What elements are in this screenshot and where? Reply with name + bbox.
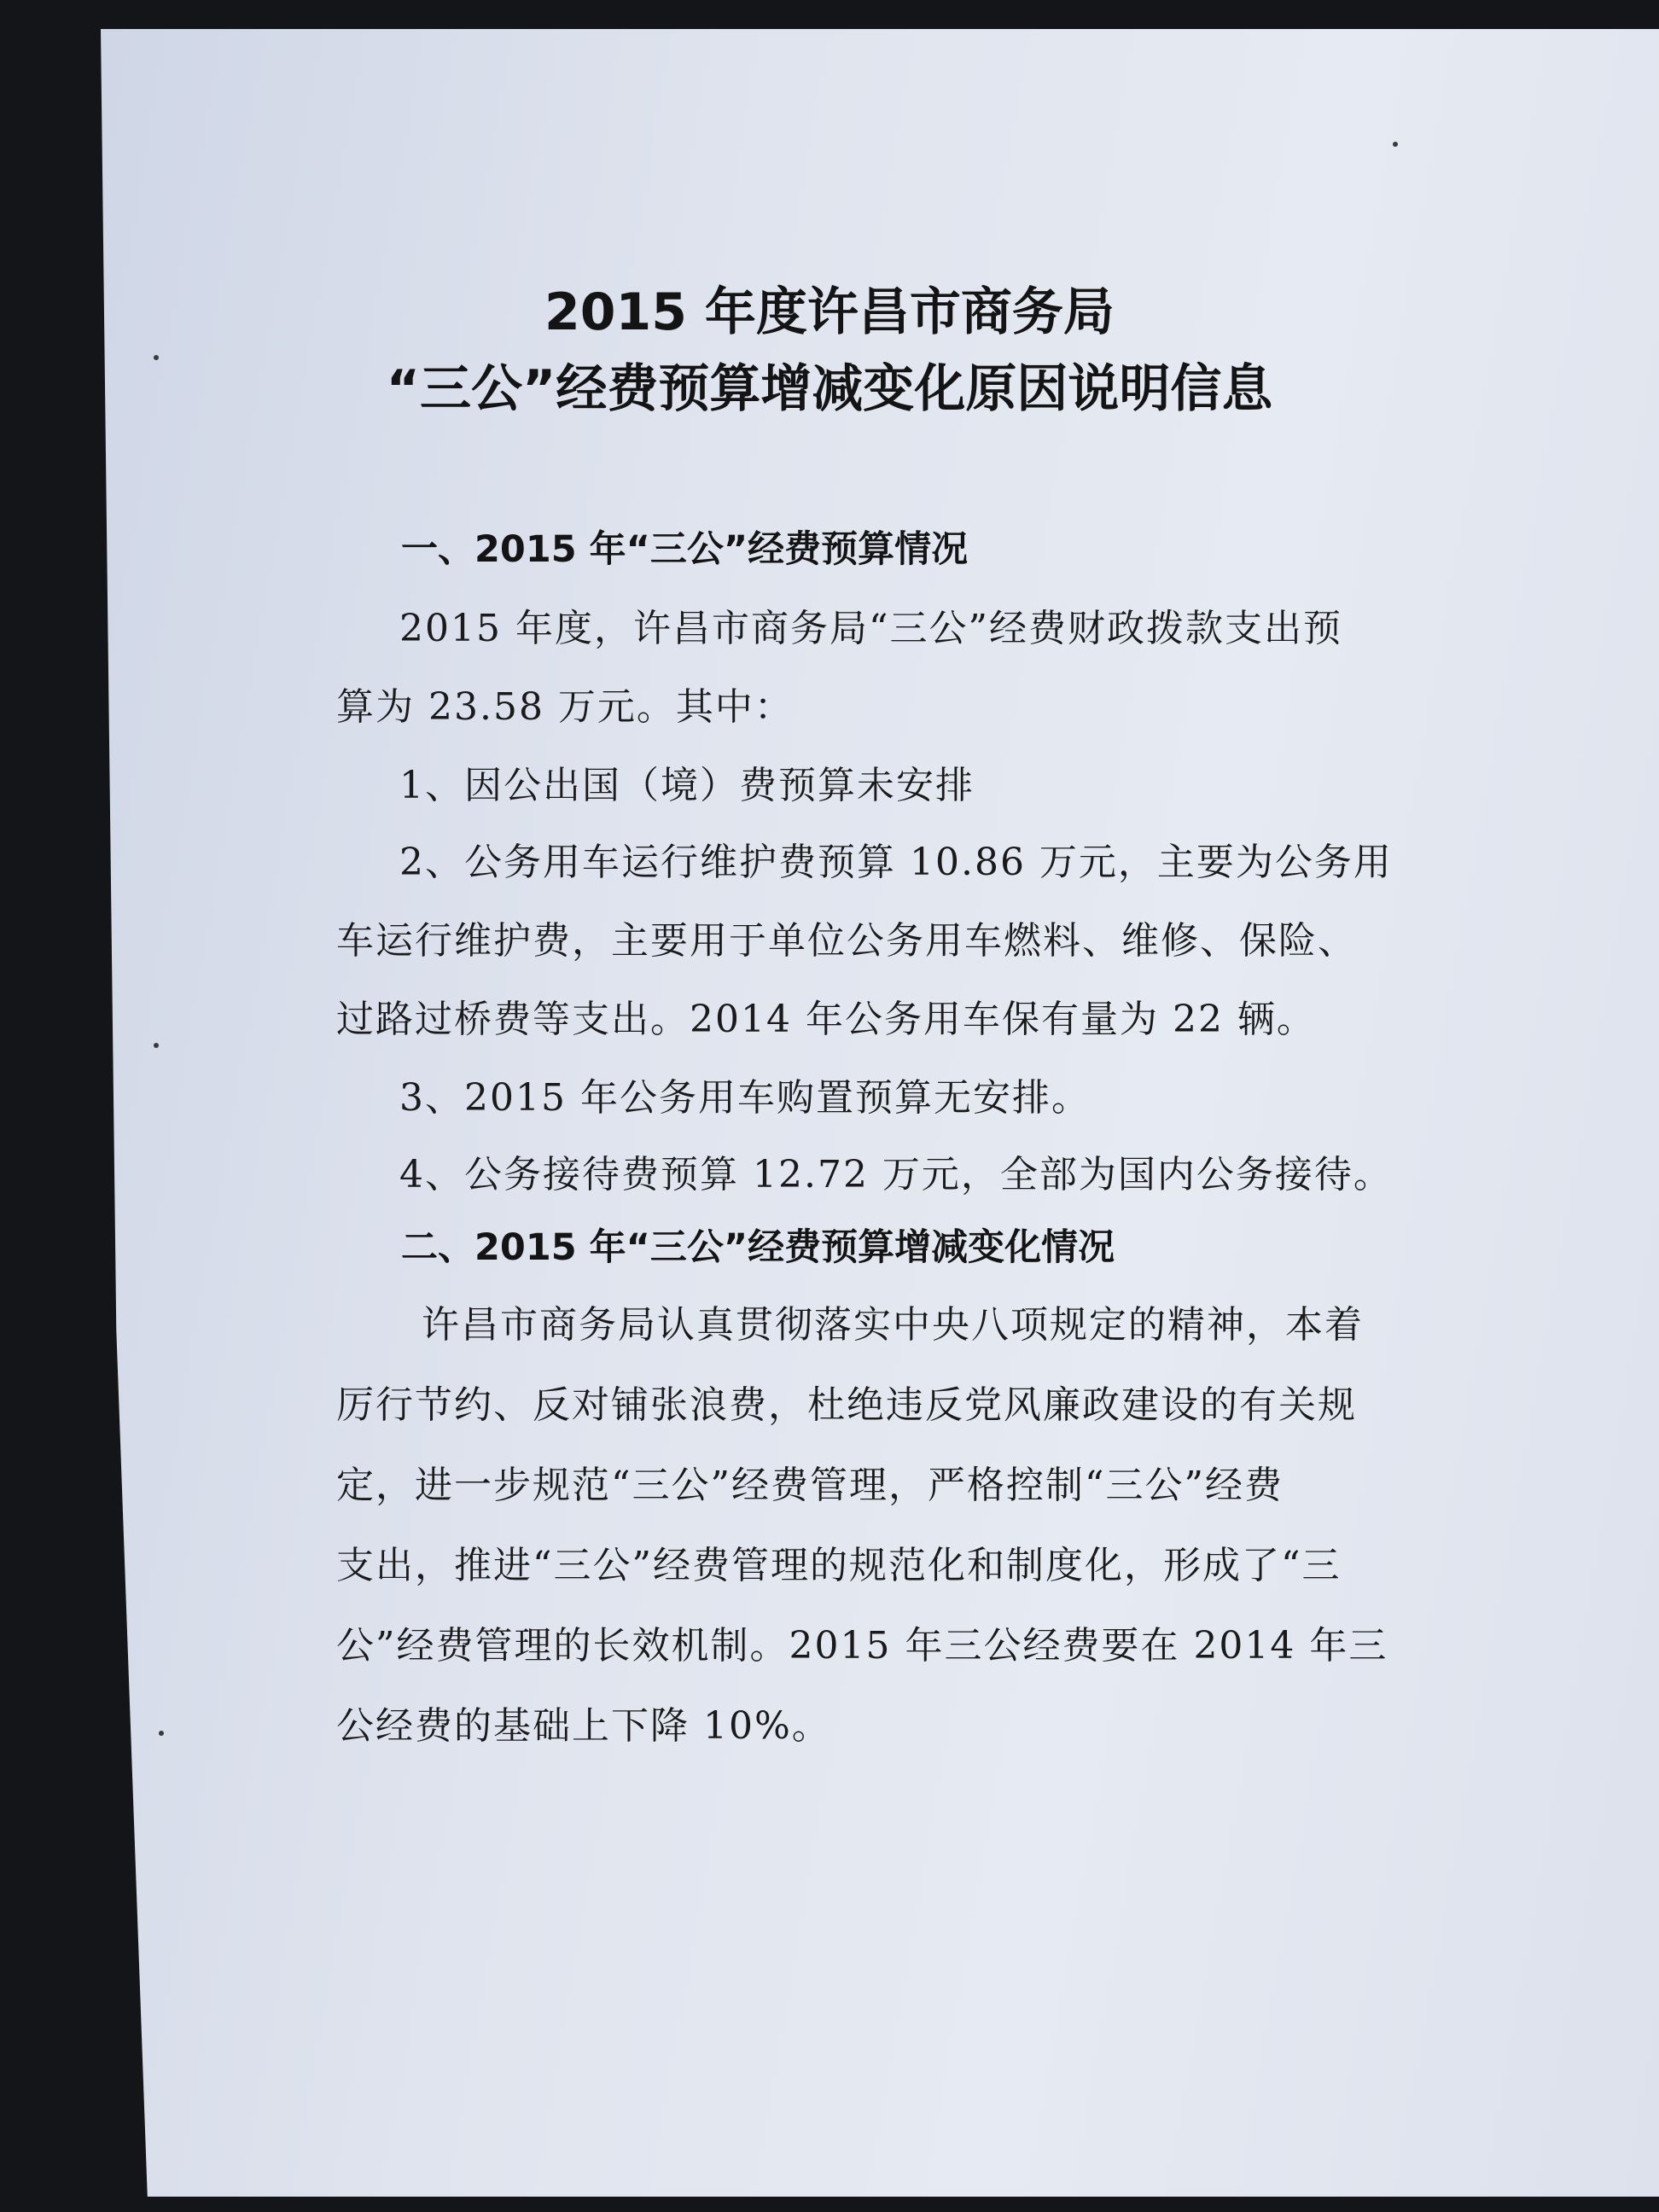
body-line: 4、公务接待费预算 12.72 万元，全部为国内公务接待。 <box>399 1153 1393 1196</box>
document-title-line-1: 2015 年度许昌市商务局 <box>544 282 1115 342</box>
body-line: 厉行节约、反对铺张浪费，杜绝违反党风廉政建设的有关规 <box>336 1383 1357 1427</box>
body-line: 定，进一步规范“三公”经费管理，严格控制“三公”经费 <box>336 1464 1284 1507</box>
section-2-heading: 二、2015 年“三公”经费预算增减变化情况 <box>401 1226 1115 1269</box>
body-line: 2、公务用车运行维护费预算 10.86 万元，主要为公务用 <box>399 841 1393 884</box>
paper-speck <box>159 1731 164 1736</box>
body-line: 许昌市商务局认真贯彻落实中央八项规定的精神，本着 <box>422 1303 1364 1347</box>
paper-speck <box>154 1043 159 1048</box>
section-1-heading: 一、2015 年“三公”经费预算情况 <box>401 528 969 571</box>
body-line: 支出，推进“三公”经费管理的规范化和制度化，形成了“三 <box>336 1544 1342 1587</box>
body-line: 3、2015 年公务用车购置预算无安排。 <box>399 1076 1091 1120</box>
body-line: 算为 23.58 万元。其中： <box>336 685 794 729</box>
body-line: 车运行维护费，主要用于单位公务用车燃料、维修、保险、 <box>336 919 1357 963</box>
paper-speck <box>1393 142 1398 147</box>
body-line: 公经费的基础上下降 10%。 <box>336 1704 831 1748</box>
body-line: 过路过桥费等支出。2014 年公务用车保有量为 22 辆。 <box>336 998 1316 1041</box>
body-line: 2015 年度，许昌市商务局“三公”经费财政拨款支出预 <box>399 607 1342 650</box>
body-line: 1、因公出国（境）费预算未安排 <box>399 764 975 807</box>
document-title-line-2: “三公”经费预算增减变化原因说明信息 <box>386 359 1273 419</box>
body-line: 公”经费管理的长效机制。2015 年三公经费要在 2014 年三 <box>336 1624 1388 1668</box>
